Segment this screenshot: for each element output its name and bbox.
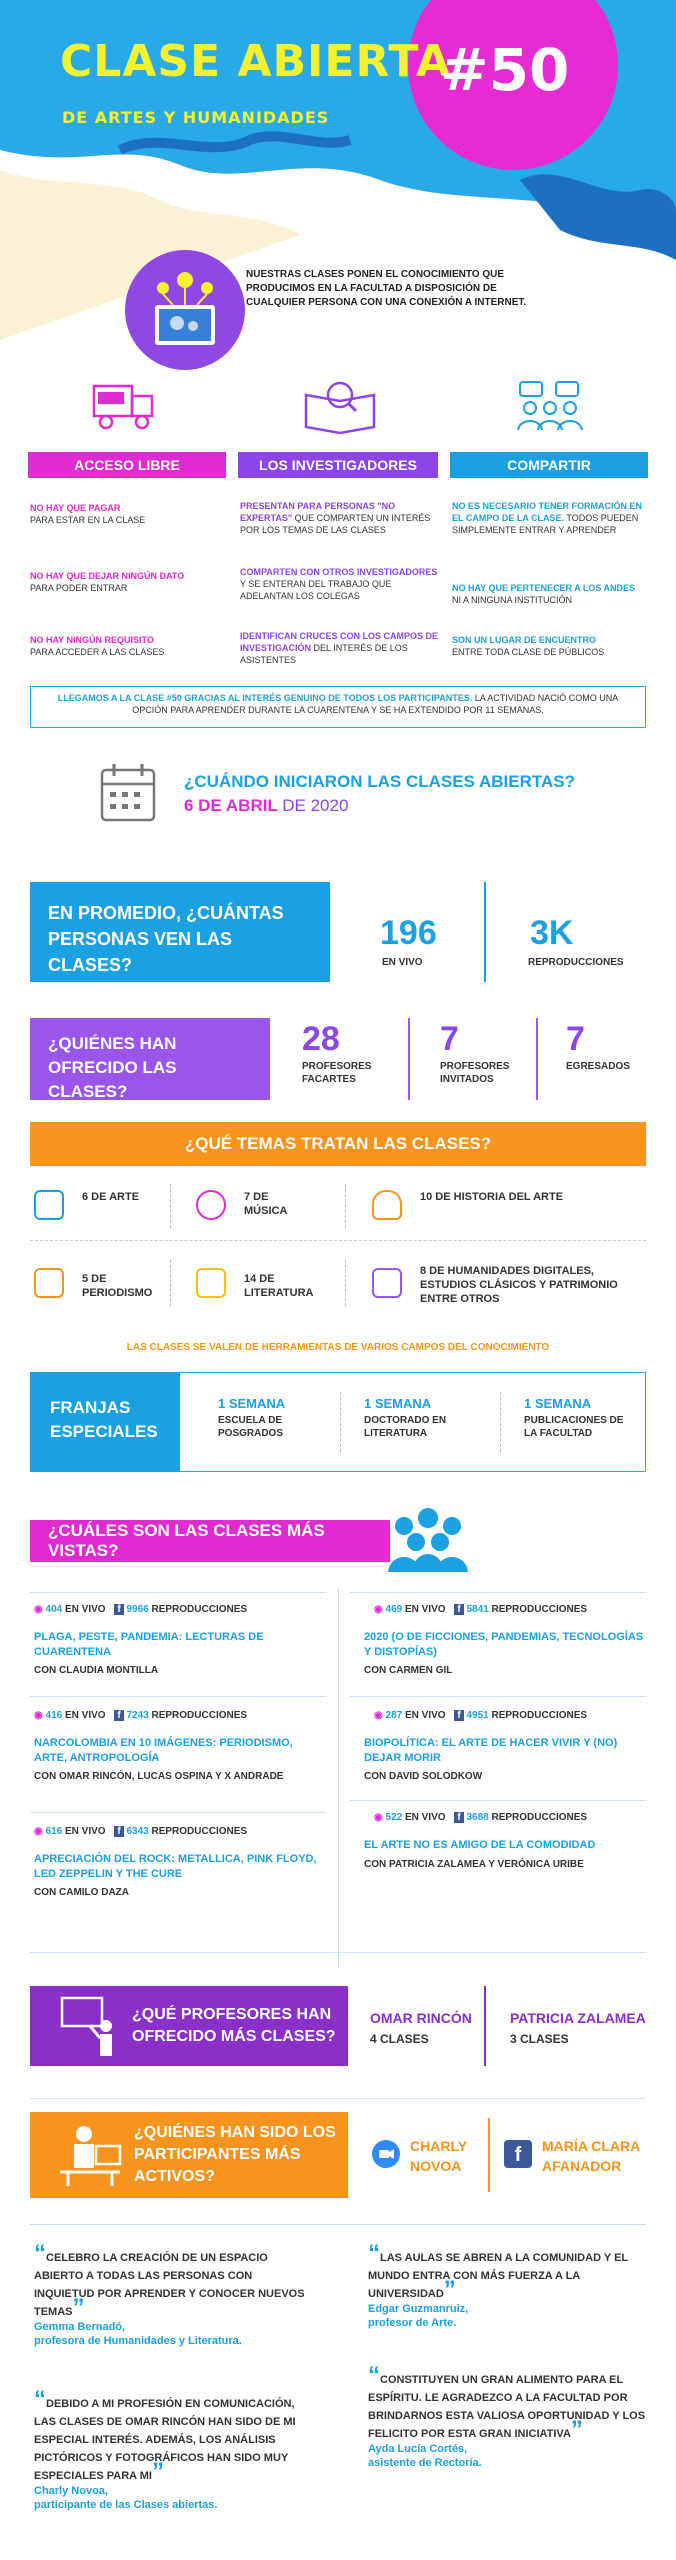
topics-question: ¿QUÉ TEMAS TRATAN LAS CLASES? [30, 1122, 646, 1166]
magnifier-book-icon [300, 375, 380, 435]
newspaper-icon [34, 1268, 64, 1298]
card-title: 2020 (O DE FICCIONES, PANDEMIAS, TECNOLOGÍAS Y DISTOPÍAS) [364, 1631, 644, 1658]
franja-sub: PUBLICACIONES DE LA FACULTAD [524, 1415, 624, 1439]
divider [484, 882, 486, 982]
who-label-0: PROFESORES FACARTES [302, 1061, 372, 1085]
franja-head: 1 SEMANA [524, 1396, 592, 1411]
teacher-board-icon [60, 1996, 120, 2058]
card-title: NARCOLOMBIA EN 10 IMÁGENES: PERIODISMO, ARTE, ANTROPOLOGÍA [34, 1737, 293, 1764]
vase-icon [372, 1190, 402, 1220]
who-value-0: 28 [302, 1020, 340, 1058]
active-name: CHARLY NOVOA [410, 2138, 467, 2174]
prof-name: PATRICIA ZALAMEA [510, 2010, 646, 2026]
divider [170, 1260, 171, 1306]
museum-icon [372, 1268, 402, 1298]
active-question: ¿QUIÉNES HAN SIDO LOS PARTICIPANTES MÁS ACTIVOS? [134, 2124, 336, 2185]
heading-compartir: COMPARTIR [450, 452, 648, 478]
franjas-label: FRANJAS ESPECIALES [30, 1372, 180, 1472]
list-item: SON UN LUGAR DE ENCUENTRO ENTRE TODA CLASE DE PÚBLICOS [452, 635, 605, 657]
card-views-row: ◉ 469 EN VIVO f 5841 REPRODUCCIONES [374, 1604, 588, 1615]
list-item: NO HAY QUE DEJAR NINGÚN DATO PARA PODER ENTRAR [30, 571, 185, 593]
average-live-label: EN VIVO [382, 957, 423, 968]
list-item: IDENTIFICAN CRUCES CON LOS CAMPOS DE INVESTIGACIÓN DEL INTERÉS DE LOS ASISTENTES [240, 631, 439, 665]
franja-sub: DOCTORADO EN LITERATURA [364, 1415, 447, 1439]
who-value-1: 7 [440, 1020, 459, 1058]
divider [30, 1952, 646, 1953]
quote-block: “CELEBRO LA CREACIÓN DE UN ESPACIO ABIERTO A TODAS LAS PERSONAS CON INQUIETUD POR APRENDER Y CONOCER NUEVOS TEMAS” Gemma Bernadó, profesora de Humanidades y Literatura. [34, 2240, 305, 2347]
franja-head: 1 SEMANA [364, 1396, 432, 1411]
world-map-idea-icon [125, 250, 245, 370]
prof-count: 3 CLASES [510, 2032, 569, 2046]
who-question: ¿QUIÉNES HAN OFRECIDO LAS CLASES? [30, 1018, 270, 1100]
divider [30, 2224, 646, 2225]
topic-humanities: 8 DE HUMANIDADES DIGITALES, ESTUDIOS CLÁSICOS Y PATRIMONIO ENTRE OTROS [420, 1265, 618, 1305]
divider [350, 1696, 646, 1697]
divider [345, 1260, 346, 1306]
class-number: #50 [440, 36, 570, 104]
list-item: NO HAY QUE PAGAR PARA ESTAR EN LA CLASE [30, 503, 146, 525]
top-profs-question: ¿QUÉ PROFESORES HAN OFRECIDO MÁS CLASES? [132, 2006, 336, 2045]
topic-art: 6 DE ARTE [82, 1191, 140, 1203]
divider [484, 1986, 486, 2066]
divider [30, 1812, 326, 1813]
card-title: PLAGA, PESTE, PANDEMIA: LECTURAS DE CUARENTENA [34, 1631, 264, 1658]
list-item: NO HAY QUE PERTENECER A LOS ANDES NI A NINGUNA INSTITUCIÓN [452, 583, 636, 605]
most-viewed-question: ¿CUÁLES SON LAS CLASES MÁS VISTAS? [30, 1520, 390, 1562]
quote-block: “LAS AULAS SE ABREN A LA COMUNIDAD Y EL MUNDO ENTRA CON MÁS FUERZA A LA UNIVERSIDAD” Edgar Guzmanruiz, profesor de Arte. [368, 2240, 628, 2329]
note-box: LLEGAMOS A LA CLASE #50 GRACIAS AL INTERÉS GENUINO DE TODOS LOS PARTICIPANTES. LA ACTIVIDAD NACIÓ COMO UNA OPCIÓN PARA APRENDER DURANTE LA CUARENTENA Y SE HA EXTENDIDO POR 11 SEMANAS. [30, 686, 646, 728]
free-truck-icon [90, 378, 160, 438]
music-note-icon [196, 1190, 226, 1220]
prof-name: OMAR RINCÓN [370, 2010, 472, 2026]
card-title: APRECIACIÓN DEL ROCK: METALLICA, PINK FLOYD, LED ZEPPELIN Y THE CURE [34, 1853, 317, 1880]
card-speaker: CON CARMEN GIL [364, 1665, 453, 1676]
calendar-icon [100, 762, 156, 824]
zoom-camera-icon [372, 2140, 400, 2168]
divider [345, 1184, 346, 1228]
card-title: EL ARTE NO ES AMIGO DE LA COMODIDAD [364, 1839, 596, 1851]
art-palette-icon [34, 1190, 64, 1220]
audience-icon [384, 1502, 472, 1572]
card-views-row: ◉ 416 EN VIVO f 7243 REPRODUCCIONES [34, 1710, 248, 1721]
who-label-2: EGRESADOS [566, 1061, 630, 1072]
quote-block: “DEBIDO A MI PROFESIÓN EN COMUNICACIÓN, LAS CLASES DE OMAR RINCÓN HAN SIDO DE MI ESPECIAL INTERÉS. ADEMÁS, LOS ANÁLISIS PICTÓRICOS Y FOTOGRÁFICOS HAN SIDO MUY ESPECIALES PARA MI” Charly Novoa, participante de las Clases abiertas. [34, 2386, 296, 2511]
list-item: NO ES NECESARIO TENER FORMACIÓN EN EL CAMPO DE LA CLASE. TODOS PUEDEN SIMPLEMENTE ENTRAR Y APRENDER [452, 501, 643, 535]
list-item: PRESENTAN PARA PERSONAS "NO EXPERTAS" QUE COMPARTEN UN INTERÉS POR LOS TEMAS DE LAS CLASES [240, 501, 431, 535]
franja-sub: ESCUELA DE POSGRADOS [218, 1415, 284, 1439]
card-views-row: ◉ 404 EN VIVO f 9966 REPRODUCCIONES [34, 1604, 248, 1615]
average-live-value: 196 [380, 914, 437, 952]
book-icon [196, 1268, 226, 1298]
who-value-2: 7 [566, 1020, 585, 1058]
divider [350, 1592, 646, 1593]
person-computer-icon [54, 2122, 124, 2188]
list-item: NO HAY NINGÚN REQUISITO PARA ACCEDER A LAS CLASES [30, 635, 165, 657]
average-views-label: REPRODUCCIONES [528, 957, 624, 968]
active-name: MARÍA CLARA AFANADOR [542, 2138, 640, 2174]
card-speaker: CON OMAR RINCÓN, LUCAS OSPINA Y X ANDRADE [34, 1771, 284, 1782]
card-speaker: CON DAVID SOLODKOW [364, 1771, 483, 1782]
page-title: CLASE ABIERTA [60, 36, 452, 87]
intro-text: NUESTRAS CLASES PONEN EL CONOCIMIENTO QUE PRODUCIMOS EN LA FACULTAD A DISPOSICIÓN DE CUALQUIER PERSONA CON UNA CONEXIÓN A INTERNET. [246, 269, 527, 308]
start-question: ¿CUÁNDO INICIARON LAS CLASES ABIERTAS? [184, 772, 575, 791]
people-chat-icon [510, 378, 590, 438]
franja-head: 1 SEMANA [218, 1396, 286, 1411]
divider [340, 1392, 341, 1452]
divider [408, 1018, 410, 1100]
divider [500, 1392, 501, 1452]
divider [30, 2098, 646, 2099]
card-speaker: CON CAMILO DAZA [34, 1887, 129, 1898]
divider [30, 1592, 326, 1593]
card-views-row: ◉ 287 EN VIVO f 4951 REPRODUCCIONES [374, 1710, 588, 1721]
heading-investigadores: LOS INVESTIGADORES [238, 452, 438, 478]
divider [170, 1184, 171, 1228]
list-item: COMPARTEN CON OTROS INVESTIGADORES Y SE ENTERAN DEL TRABAJO QUE ADELANTAN LOS COLEGAS [240, 567, 438, 601]
page-subtitle: DE ARTES Y HUMANIDADES [62, 108, 330, 127]
divider [488, 2118, 490, 2192]
tools-note: LAS CLASES SE VALEN DE HERRAMIENTAS DE VARIOS CAMPOS DEL CONOCIMIENTO [126, 1342, 550, 1353]
card-title: BIOPOLÍTICA: EL ARTE DE HACER VIVIR Y (NO) DEJAR MORIR [364, 1737, 618, 1764]
prof-count: 4 CLASES [370, 2032, 429, 2046]
card-speaker: CON CLAUDIA MONTILLA [34, 1665, 159, 1676]
divider [536, 1018, 538, 1100]
card-speaker: CON PATRICIA ZALAMEA Y VERÓNICA URIBE [364, 1859, 584, 1870]
heading-acceso-libre: ACCESO LIBRE [28, 452, 226, 478]
topic-journalism: 5 DE PERIODISMO [82, 1273, 153, 1299]
average-views-value: 3K [530, 914, 574, 952]
topic-literature: 14 DE LITERATURA [244, 1273, 314, 1299]
topic-music: 7 DE MÚSICA [244, 1191, 288, 1217]
quote-block: “CONSTITUYEN UN GRAN ALIMENTO PARA EL ESPÍRITU. LE AGRADEZCO A LA FACULTAD POR BRINDARNOS ESTA VALIOSA OPORTUNIDAD Y LOS FELICITO POR ESTA GRAN INICIATIVA” Ayda Lucía Cortés, asistente de Rectoría. [368, 2362, 646, 2469]
topic-art-history: 10 DE HISTORIA DEL ARTE [420, 1191, 564, 1203]
divider [30, 1696, 326, 1697]
divider [30, 1240, 646, 1241]
card-views-row: ◉ 616 EN VIVO f 6343 REPRODUCCIONES [34, 1826, 248, 1837]
divider [338, 1588, 339, 1968]
facebook-icon: f [504, 2140, 532, 2168]
divider [350, 1800, 646, 1801]
start-date: 6 DE ABRIL DE 2020 [184, 796, 349, 815]
card-views-row: ◉ 522 EN VIVO f 3688 REPRODUCCIONES [374, 1812, 588, 1823]
average-question: EN PROMEDIO, ¿CUÁNTAS PERSONAS VEN LAS CLASES? [30, 882, 330, 982]
who-label-1: PROFESORES INVITADOS [440, 1061, 510, 1085]
